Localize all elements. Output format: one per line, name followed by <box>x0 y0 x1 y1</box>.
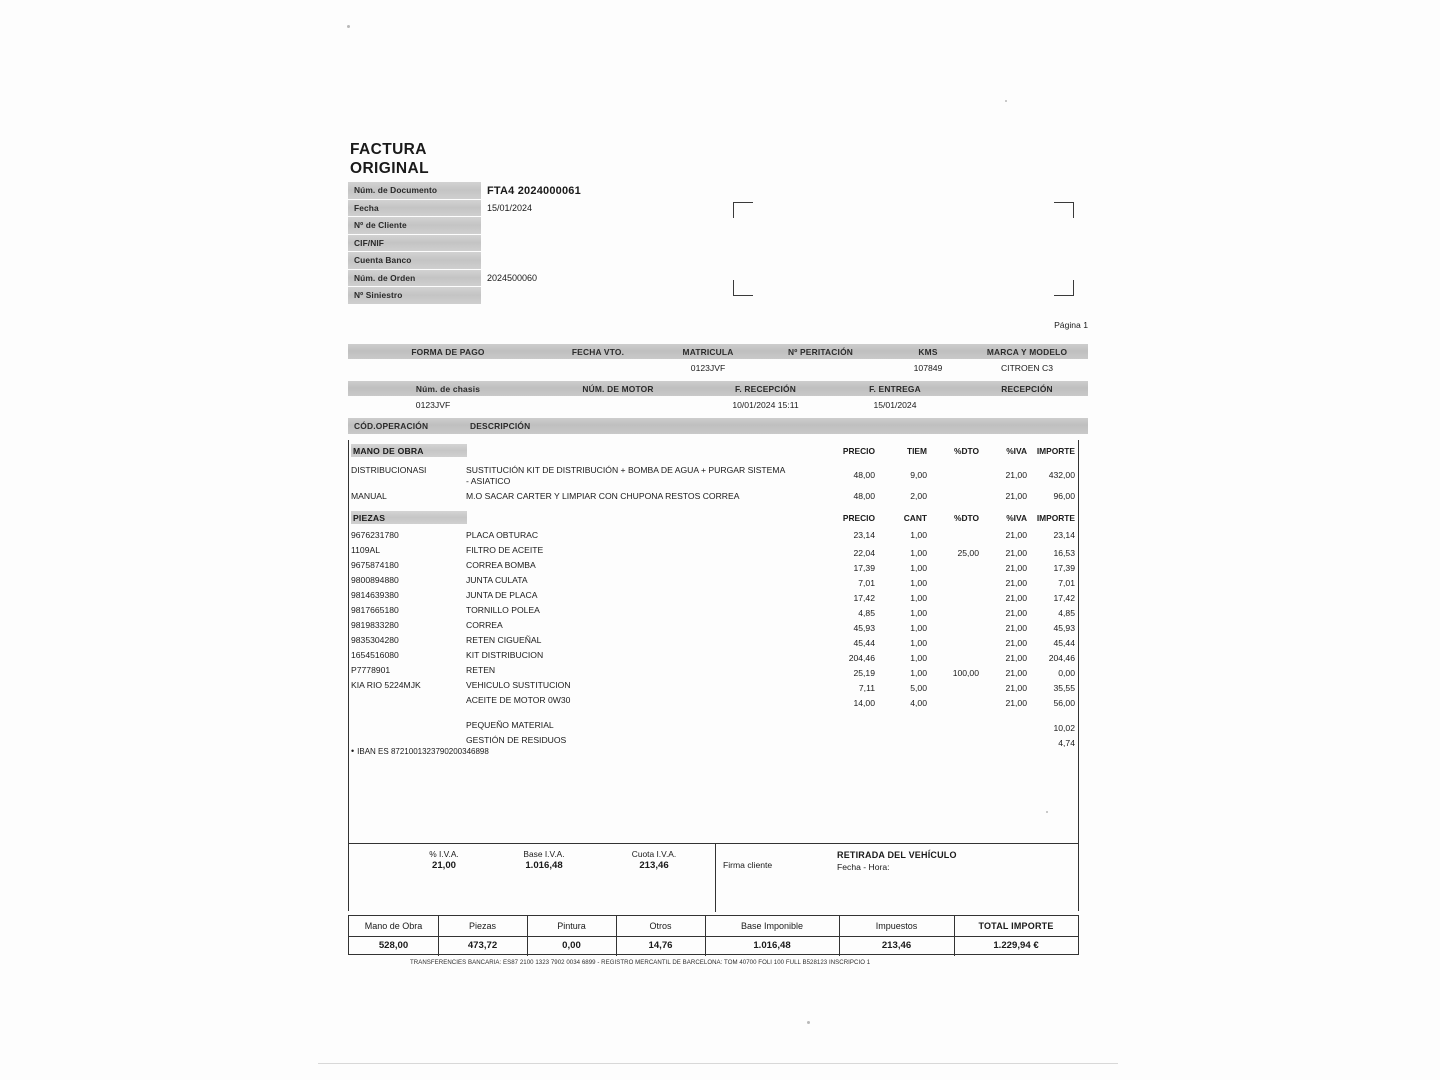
part-row-desc: PEQUEÑO MATERIAL <box>466 720 554 730</box>
band-vehicle-headers <box>348 381 1088 396</box>
part-row-dto: 100,00 <box>952 668 979 678</box>
part-row-precio: 45,44 <box>853 638 875 648</box>
part-row-code: 9814639380 <box>351 590 399 600</box>
vat-header-cuota: Cuota I.V.A. <box>631 849 677 859</box>
value-num-motor <box>538 397 698 412</box>
col-header-labour-iva: %IVA <box>1006 446 1027 456</box>
part-row-code: 9819833280 <box>351 620 399 630</box>
col-header-descripcion: DESCRIPCIÓN <box>470 421 531 431</box>
part-row-precio: 204,46 <box>848 653 875 663</box>
part-row-desc: JUNTA DE PLACA <box>466 590 538 600</box>
field-label-num-siniestro: Nº Siniestro <box>348 287 481 305</box>
bullet-icon: • <box>351 746 355 756</box>
field-value-num-cliente <box>485 217 745 235</box>
labour-row-importe: 432,00 <box>1048 470 1075 480</box>
totals-value-otros: 14,76 <box>648 940 673 951</box>
part-row-precio: 17,42 <box>853 593 875 603</box>
labour-row-code: MANUAL <box>351 491 387 501</box>
scan-edge-line <box>318 1063 1118 1064</box>
band-payment-headers <box>348 344 1088 359</box>
part-row-desc: CORREA <box>466 620 503 630</box>
part-row-cant: 1,00 <box>910 638 927 648</box>
part-row-cant: 1,00 <box>910 563 927 573</box>
col-header-num-chasis: Núm. de chasis <box>415 383 481 394</box>
vat-value-base: 1.016,48 <box>525 860 563 871</box>
part-row-importe: 4,85 <box>1058 608 1075 618</box>
document-title-original: ORIGINAL <box>350 160 429 177</box>
part-row-iva: 21,00 <box>1005 623 1027 633</box>
col-header-parts-dto: %DTO <box>954 513 979 523</box>
footer-legal-text: TRANSFERENCIES BANCARIA: ES87 2100 1323 7902 0034 6899 - REGISTRO MERCANTIL DE BARCELONA: TOM 40700 FOLI 100 FULL B528123 INSCRIPCIO 1 <box>410 959 871 966</box>
totals-value-mano-obra: 528,00 <box>378 940 409 951</box>
col-header-labour-tiem: TIEM <box>906 446 927 456</box>
part-row-desc: PLACA OBTURAC <box>466 530 539 540</box>
part-row-iva: 21,00 <box>1005 698 1027 708</box>
part-row-desc: CORREA BOMBA <box>466 560 536 570</box>
totals-value-base-imponible: 1.016,48 <box>753 940 791 951</box>
field-value-cif-nif <box>485 235 745 253</box>
part-row-importe: 4,74 <box>1058 738 1075 748</box>
part-row-iva: 21,00 <box>1005 563 1027 573</box>
vat-value-cuota: 213,46 <box>639 860 669 871</box>
part-row-code: 9817665180 <box>351 605 399 615</box>
value-recepcion <box>966 397 1088 412</box>
part-row-iva: 21,00 <box>1005 530 1027 540</box>
line-items-container <box>348 440 1079 859</box>
vat-signature-block <box>348 843 1079 911</box>
part-row-desc: TORNILLO POLEA <box>466 605 540 615</box>
labour-row-precio: 48,00 <box>853 470 875 480</box>
part-row-desc: KIT DISTRIBUCION <box>466 650 544 660</box>
field-value-num-documento: FTA4 2024000061 <box>487 184 581 197</box>
part-row-cant: 1,00 <box>910 668 927 678</box>
value-num-peritacion <box>758 360 883 375</box>
part-row-importe: 56,00 <box>1053 698 1075 708</box>
part-row-precio: 22,04 <box>853 548 875 558</box>
vat-header-percent: % I.V.A. <box>429 849 459 859</box>
part-row-importe: 0,00 <box>1058 668 1075 678</box>
signature-label: Firma cliente <box>723 860 773 870</box>
part-row-iva: 21,00 <box>1005 638 1027 648</box>
part-row-precio: 4,85 <box>858 608 875 618</box>
value-marca-modelo: CITROEN C3 <box>1000 362 1054 373</box>
col-header-f-recepcion: F. RECEPCIÓN <box>734 383 797 394</box>
part-row-code: 1654516080 <box>351 650 399 660</box>
part-row-iva: 21,00 <box>1005 683 1027 693</box>
part-row-code: 9800894880 <box>351 575 399 585</box>
iban-note <box>351 746 489 756</box>
value-fecha-vto <box>538 360 658 375</box>
part-row-iva: 21,00 <box>1005 653 1027 663</box>
col-header-labour-importe: IMPORTE <box>1036 446 1075 456</box>
part-row-cant: 1,00 <box>910 530 927 540</box>
part-row-code: 9676231780 <box>351 530 399 540</box>
crop-mark-top-right <box>1054 202 1074 218</box>
totals-value-pintura: 0,00 <box>562 940 581 951</box>
part-row-importe: 45,44 <box>1053 638 1075 648</box>
totals-value-total-importe: 1.229,94 € <box>993 940 1039 951</box>
part-row-cant: 1,00 <box>910 548 927 558</box>
field-label-cuenta-banco: Cuenta Banco <box>348 252 481 270</box>
part-row-code: P7778901 <box>351 665 391 675</box>
value-num-chasis: 0123JVF <box>415 399 451 410</box>
part-row-importe: 10,02 <box>1053 723 1075 733</box>
part-row-cant: 1,00 <box>910 608 927 618</box>
col-header-num-peritacion: Nº PERITACIÓN <box>787 346 854 357</box>
field-value-fecha: 15/01/2024 <box>487 203 533 214</box>
band-vehicle-values <box>348 397 1088 412</box>
part-row-desc: GESTIÓN DE RESIDUOS <box>466 735 567 745</box>
pickup-title: RETIRADA DEL VEHÍCULO <box>837 850 957 860</box>
part-row-importe: 16,53 <box>1053 548 1075 558</box>
totals-header-otros: Otros <box>649 921 672 931</box>
part-row-iva: 21,00 <box>1005 608 1027 618</box>
part-row-iva: 21,00 <box>1005 578 1027 588</box>
vat-header-base: Base I.V.A. <box>523 849 565 859</box>
part-row-importe: 45,93 <box>1053 623 1075 633</box>
col-header-parts-cant: CANT <box>903 513 927 523</box>
vat-value-percent: 21,00 <box>431 860 456 871</box>
part-row-precio: 14,00 <box>853 698 875 708</box>
part-row-precio: 23,14 <box>853 530 875 540</box>
field-label-num-orden: Núm. de Orden <box>348 270 481 288</box>
col-header-num-motor: NÚM. DE MOTOR <box>582 383 654 394</box>
part-row-cant: 1,00 <box>910 578 927 588</box>
labour-row-code: DISTRIBUCIONASI <box>351 465 427 475</box>
part-row-code: 9835304280 <box>351 635 399 645</box>
labour-row-precio: 48,00 <box>853 491 875 501</box>
part-row-cant: 4,00 <box>910 698 927 708</box>
col-header-parts-importe: IMPORTE <box>1036 513 1075 523</box>
part-row-desc: JUNTA CULATA <box>466 575 528 585</box>
part-row-desc: VEHICULO SUSTITUCION <box>466 680 571 690</box>
part-row-desc: RETEN CIGUEÑAL <box>466 635 542 645</box>
scan-speck <box>1005 100 1007 102</box>
scan-speck <box>807 1021 810 1024</box>
col-header-matricula: MATRICULA <box>682 346 734 357</box>
labour-row-desc: M.O SACAR CARTER Y LIMPIAR CON CHUPONA RESTOS CORREA <box>466 491 740 501</box>
labour-row-iva: 21,00 <box>1005 491 1027 501</box>
document-title-factura: FACTURA <box>350 141 427 158</box>
part-row-iva: 21,00 <box>1005 548 1027 558</box>
value-kms: 107849 <box>913 362 943 373</box>
value-forma-pago <box>358 360 538 375</box>
totals-value-piezas: 473,72 <box>467 940 498 951</box>
scan-speck <box>347 25 350 28</box>
part-row-code: 1109AL <box>351 545 380 555</box>
labour-row-desc2: - ASIATICO <box>466 476 511 486</box>
col-header-labour-precio: PRECIO <box>842 446 875 456</box>
col-header-forma-pago: FORMA DE PAGO <box>411 346 485 357</box>
totals-header-mano-obra: Mano de Obra <box>364 921 423 931</box>
part-row-desc: ACEITE DE MOTOR 0W30 <box>466 695 571 705</box>
part-row-code: 9675874180 <box>351 560 399 570</box>
col-header-labour-dto: %DTO <box>954 446 979 456</box>
totals-header-base-imponible: Base Imponible <box>740 921 804 931</box>
field-label-cif-nif: CIF/NIF <box>348 235 481 253</box>
part-row-code: KIA RIO 5224MJK <box>351 680 421 690</box>
part-row-precio: 7,11 <box>858 683 875 693</box>
section-label-piezas: PIEZAS <box>351 511 467 524</box>
col-header-cod-operacion: CÓD.OPERACIÓN <box>354 421 429 431</box>
part-row-cant: 1,00 <box>910 623 927 633</box>
band-payment-values <box>348 360 1088 375</box>
field-label-fecha: Fecha <box>348 200 481 218</box>
col-header-fecha-vto: FECHA VTO. <box>571 346 625 357</box>
totals-table <box>348 915 1079 955</box>
field-value-num-orden: 2024500060 <box>487 273 538 284</box>
totals-header-piezas: Piezas <box>468 921 496 931</box>
section-label-mano-de-obra: MANO DE OBRA <box>351 444 467 457</box>
part-row-importe: 17,42 <box>1053 593 1075 603</box>
part-row-cant: 5,00 <box>910 683 927 693</box>
invoice-document <box>348 140 1088 975</box>
part-row-dto: 25,00 <box>957 548 979 558</box>
part-row-desc: RETEN <box>466 665 496 675</box>
labour-row-tiem: 2,00 <box>910 491 927 501</box>
col-header-recepcion: RECEPCIÓN <box>1001 383 1053 394</box>
col-header-f-entrega: F. ENTREGA <box>869 383 921 394</box>
part-row-precio: 45,93 <box>853 623 875 633</box>
part-row-iva: 21,00 <box>1005 668 1027 678</box>
totals-value-impuestos: 213,46 <box>881 940 912 951</box>
field-value-cuenta-banco <box>485 252 745 270</box>
part-row-importe: 204,46 <box>1048 653 1075 663</box>
part-row-cant: 1,00 <box>910 653 927 663</box>
part-row-cant: 1,00 <box>910 593 927 603</box>
field-value-num-siniestro <box>485 287 745 305</box>
part-row-importe: 17,39 <box>1053 563 1075 573</box>
value-f-entrega: 15/01/2024 <box>873 399 917 410</box>
page-number: Página 1 <box>1054 320 1088 330</box>
col-header-parts-precio: PRECIO <box>842 513 875 523</box>
crop-mark-bottom-left <box>733 280 753 296</box>
vat-block-divider <box>715 844 716 912</box>
band-operation-headers <box>348 418 1088 434</box>
header-value-column <box>485 182 745 305</box>
value-f-recepcion: 10/01/2024 15:11 <box>732 399 799 410</box>
part-row-precio: 7,01 <box>858 578 875 588</box>
iban-note-text: IBAN ES 8721001323790200346898 <box>357 747 489 756</box>
field-label-num-cliente: Nº de Cliente <box>348 217 481 235</box>
part-row-importe: 23,14 <box>1053 530 1075 540</box>
col-header-marca-modelo: MARCA Y MODELO <box>986 346 1068 357</box>
part-row-iva: 21,00 <box>1005 593 1027 603</box>
part-row-precio: 25,19 <box>853 668 875 678</box>
totals-header-impuestos: Impuestos <box>875 921 918 931</box>
totals-header-pintura: Pintura <box>557 921 586 931</box>
value-matricula: 0123JVF <box>690 362 726 373</box>
labour-row-iva: 21,00 <box>1005 470 1027 480</box>
part-row-importe: 7,01 <box>1058 578 1075 588</box>
part-row-precio: 17,39 <box>853 563 875 573</box>
labour-row-importe: 96,00 <box>1053 491 1075 501</box>
col-header-kms: KMS <box>918 346 938 357</box>
part-row-desc: FILTRO DE ACEITE <box>466 545 544 555</box>
crop-mark-bottom-right <box>1054 280 1074 296</box>
header-label-column <box>348 182 481 305</box>
crop-mark-top-left <box>733 202 753 218</box>
labour-row-tiem: 9,00 <box>910 470 927 480</box>
field-label-num-documento: Núm. de Documento <box>348 182 481 200</box>
part-row-importe: 35,55 <box>1053 683 1075 693</box>
col-header-parts-iva: %IVA <box>1006 513 1027 523</box>
totals-header-total-importe: TOTAL IMPORTE <box>978 921 1054 931</box>
labour-row-desc: SUSTITUCIÓN KIT DE DISTRIBUCIÓN + BOMBA DE AGUA + PURGAR SISTEMA <box>466 465 786 475</box>
pickup-subtitle: Fecha - Hora: <box>837 862 890 872</box>
